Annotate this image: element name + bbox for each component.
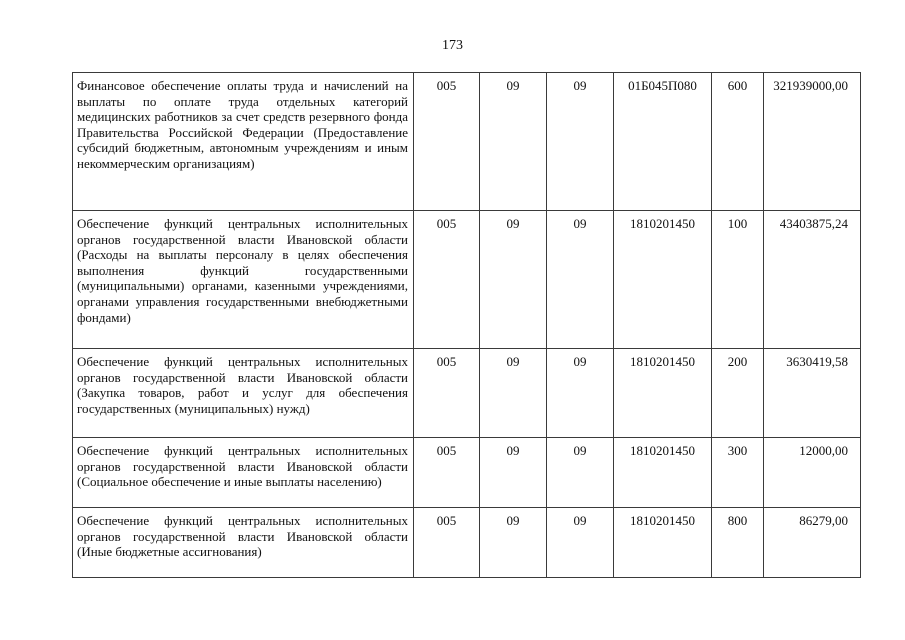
row-description: Финансовое обеспечение оплаты труда и начислений на выплаты по оплате труда отдельных категорий медицинских работников за счет средств резервного фонда Правительства Российской Федерации (Предоставление субсидий бюджетным, автономным учреждениям и иным некоммерческим организациям) [73, 73, 414, 211]
table-row [73, 73, 861, 211]
row-target-article: 01Б045П080 [614, 73, 712, 211]
row-subsection: 09 [547, 508, 614, 578]
row-amount: 86279,00 [764, 508, 861, 578]
row-expense-type: 300 [712, 438, 764, 508]
row-description: Обеспечение функций центральных исполнительных органов государственной власти Ивановской области (Закупка товаров, работ и услуг для обеспечения государственных (муниципальных) нужд) [73, 349, 414, 438]
row-description: Обеспечение функций центральных исполнительных органов государственной власти Ивановской области (Иные бюджетные ассигнования) [73, 508, 414, 578]
table-row [73, 438, 861, 508]
row-grbs-code: 005 [414, 73, 480, 211]
table-row [73, 508, 861, 578]
page-number: 173 [442, 38, 463, 53]
row-target-article: 1810201450 [614, 349, 712, 438]
row-description: Обеспечение функций центральных исполнительных органов государственной власти Ивановской области (Социальное обеспечение и иные выплаты населению) [73, 438, 414, 508]
row-expense-type: 200 [712, 349, 764, 438]
row-amount: 3630419,58 [764, 349, 861, 438]
budget-table [72, 72, 861, 578]
row-description: Обеспечение функций центральных исполнительных органов государственной власти Ивановской области (Расходы на выплаты персоналу в целях обеспечения выполнения функций государственными (муниципальными) органами, казенными учреждениями, органами управления государственными внебюджетными фондами) [73, 211, 414, 349]
row-subsection: 09 [547, 349, 614, 438]
row-subsection: 09 [547, 73, 614, 211]
row-section: 09 [480, 73, 547, 211]
table-row [73, 349, 861, 438]
row-amount: 321939000,00 [764, 73, 861, 211]
row-grbs-code: 005 [414, 438, 480, 508]
row-target-article: 1810201450 [614, 508, 712, 578]
row-grbs-code: 005 [414, 508, 480, 578]
table-row [73, 211, 861, 349]
row-amount: 12000,00 [764, 438, 861, 508]
row-expense-type: 800 [712, 508, 764, 578]
row-expense-type: 100 [712, 211, 764, 349]
row-section: 09 [480, 211, 547, 349]
row-expense-type: 600 [712, 73, 764, 211]
row-subsection: 09 [547, 438, 614, 508]
row-amount: 43403875,24 [764, 211, 861, 349]
row-subsection: 09 [547, 211, 614, 349]
row-target-article: 1810201450 [614, 211, 712, 349]
row-section: 09 [480, 508, 547, 578]
row-grbs-code: 005 [414, 349, 480, 438]
row-section: 09 [480, 438, 547, 508]
row-grbs-code: 005 [414, 211, 480, 349]
row-section: 09 [480, 349, 547, 438]
row-target-article: 1810201450 [614, 438, 712, 508]
